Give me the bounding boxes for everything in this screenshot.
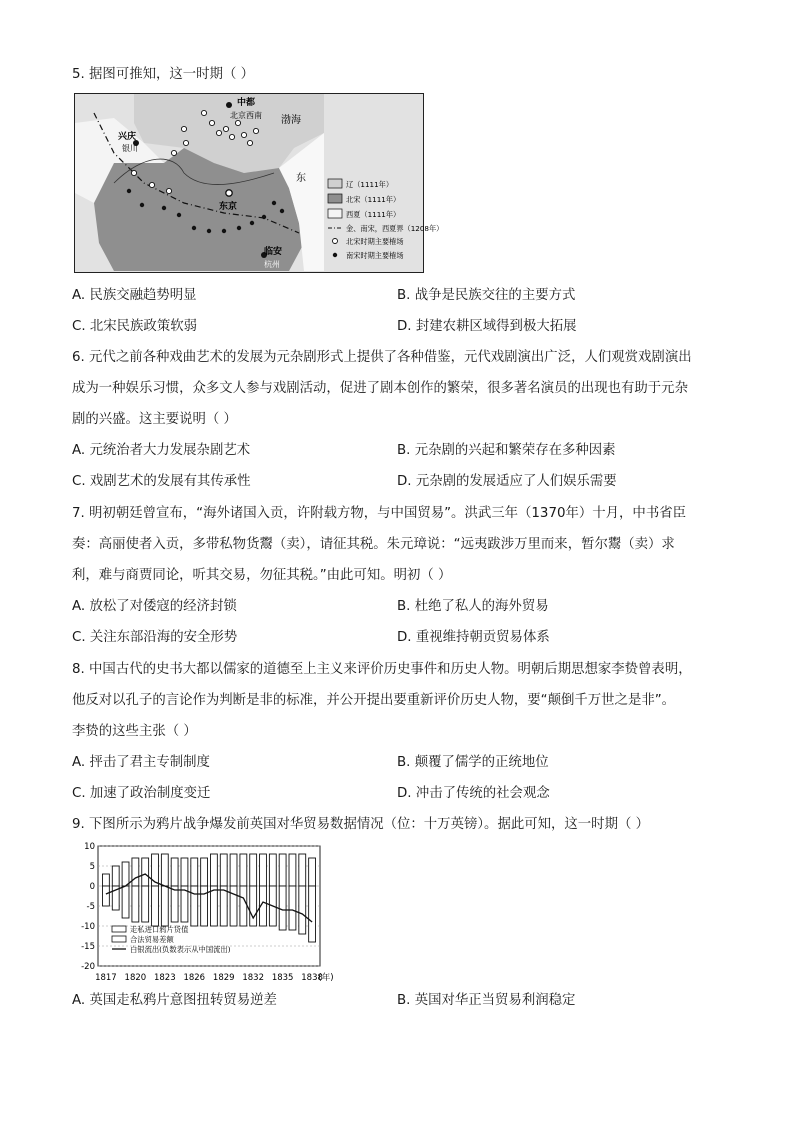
bar-opium [112, 866, 119, 886]
bar-opium [269, 854, 276, 886]
q8-stem-line-1: 8. 中国古代的史书大都以儒家的道德至上主义来评价历史事件和历史人物。明朝后期思想家李贽曾表明， [72, 662, 692, 677]
bar-opium [230, 854, 237, 886]
y-tick-label: -5 [86, 902, 95, 912]
bar-legal-trade [132, 886, 139, 922]
q7-stem-line-2: 奏：高丽使者入贡，多带私物货鬻（卖），请征其税。朱元璋说：“远夷跋涉万里而来，暂尔鬻（卖）求 [72, 537, 675, 552]
bar-opium [102, 874, 109, 886]
q9-option-a[interactable]: A. 英国走私鸦片意图扭转贸易逆差 [72, 993, 277, 1008]
x-tick-label: 1832 [242, 973, 265, 983]
dongjing-marker [226, 190, 232, 196]
q6-option-b[interactable]: B. 元杂剧的兴起和繁荣存在多种因素 [397, 443, 616, 458]
legend-label-silver: 白银流出(负数表示从中国流出) [130, 945, 231, 954]
q6-stem-line-1: 6. 元代之前各种戏曲艺术的发展为元杂剧形式上提供了各种借鉴，元代戏剧演出广泛，人们观赏戏剧演出 [72, 350, 692, 365]
bar-opium [250, 854, 257, 886]
bar-opium [181, 858, 188, 886]
song-liao-xixia-map [74, 93, 444, 273]
q7-stem-line-1: 7. 明初朝廷曾宣布，“海外诸国入贡，许附载方物，与中国贸易”。洪武三年（1370年）十月，中书省臣 [72, 506, 686, 521]
q6-stem-line-3: 剧的兴盛。这主要说明（ ） [72, 412, 237, 427]
map-legend-label: 北宋时期主要榷场 [346, 237, 404, 246]
trade-chart [74, 842, 334, 984]
label-yinchuan: 银川 [122, 144, 138, 153]
bar-opium [171, 858, 178, 886]
legend-swatch-liao [328, 179, 342, 188]
bar-legal-trade [230, 886, 237, 926]
label-dong: 东 [296, 173, 306, 184]
map-legend-label: 北宋（1111年） [346, 195, 401, 204]
y-tick-label: -10 [81, 922, 95, 932]
label-hangzhou: 杭州 [264, 260, 280, 269]
q6-stem-line-2: 成为一种娱乐习惯，众多文人参与戏剧活动，促进了剧本创作的繁荣，很多著名演员的出现也有助于元杂 [72, 381, 688, 396]
q5-option-a[interactable]: A. 民族交融趋势明显 [72, 288, 197, 303]
zhongdu-marker [226, 102, 232, 108]
q6-option-a[interactable]: A. 元统治者大力发展杂剧艺术 [72, 443, 251, 458]
bar-opium [279, 854, 286, 886]
x-tick-label: 1817 [95, 973, 117, 983]
legend-swatch-song [328, 194, 342, 203]
bar-legal-trade [289, 886, 296, 930]
legend-label-legal: 合法贸易差额 [130, 935, 174, 944]
q5-option-b[interactable]: B. 战争是民族交往的主要方式 [397, 288, 576, 303]
x-tick-label: 1826 [183, 973, 206, 983]
bar-opium [191, 858, 198, 886]
bar-opium [289, 854, 296, 886]
bar-legal-trade [210, 886, 217, 926]
bar-legal-trade [191, 886, 198, 926]
q6-option-d[interactable]: D. 元杂剧的发展适应了人们娱乐需要 [397, 474, 617, 489]
bar-legal-trade [220, 886, 227, 926]
bar-legal-trade [250, 886, 257, 926]
q5-option-c[interactable]: C. 北宋民族政策软弱 [72, 319, 197, 334]
bar-legal-trade [240, 886, 247, 926]
q8-stem-line-3: 李贽的这些主张（ ） [72, 724, 197, 739]
bar-legal-trade [201, 886, 208, 926]
bar-opium [201, 858, 208, 886]
q7-option-c[interactable]: C. 关注东部沿海的安全形势 [72, 630, 238, 645]
bar-legal-trade [142, 886, 149, 922]
x-tick-label: 1820 [124, 973, 147, 983]
bar-opium [220, 854, 227, 886]
bar-legal-trade [299, 886, 306, 934]
x-tick-label: 1835 [271, 973, 294, 983]
y-tick-label: 0 [89, 882, 95, 892]
y-tick-label: 10 [84, 842, 95, 852]
bar-opium [142, 858, 149, 886]
label-dongjing: 东京 [219, 202, 238, 212]
bar-legal-trade [171, 886, 178, 922]
q9-option-b[interactable]: B. 英国对华正当贸易利润稳定 [397, 993, 576, 1008]
x-axis-label: (年) [318, 973, 334, 983]
q5-stem: 5. 据图可推知，这一时期（ ） [72, 67, 254, 82]
q7-stem-line-3: 利，难与商贾同论，听其交易，勿征其税。”由此可知。明初（ ） [72, 568, 452, 583]
q7-option-b[interactable]: B. 杜绝了私人的海外贸易 [397, 599, 549, 614]
x-tick-label: 1838 [301, 973, 323, 983]
x-tick-label: 1823 [153, 973, 176, 983]
legend-swatch-legal [112, 936, 126, 942]
q9-stem: 9. 下图所示为鸦片战争爆发前英国对华贸易数据情况（位：十万英镑）。据此可知，这一时期（ ） [72, 817, 649, 832]
bar-opium [260, 854, 267, 886]
bar-legal-trade [279, 886, 286, 930]
label-bohai: 渤海 [281, 115, 301, 126]
q5-option-d[interactable]: D. 封建农耕区域得到极大拓展 [397, 319, 577, 334]
legend-swatch-xixia [328, 209, 342, 218]
map-legend-label: 辽（1111年） [346, 180, 394, 189]
bar-opium [299, 854, 306, 886]
bar-opium [122, 862, 129, 886]
y-tick-label: -15 [81, 942, 95, 952]
label-lin-an: 临安 [264, 247, 283, 257]
bar-opium [309, 858, 316, 886]
bar-opium [161, 854, 168, 886]
q8-option-b[interactable]: B. 颠覆了儒学的正统地位 [397, 755, 549, 770]
legend-label-opium: 走私进口鸦片货值 [130, 925, 189, 934]
label-xingqing: 兴庆 [118, 132, 137, 142]
q8-option-d[interactable]: D. 冲击了传统的社会观念 [397, 786, 550, 801]
bar-legal-trade [161, 886, 168, 926]
bar-legal-trade [102, 886, 109, 906]
map-legend-label: 西夏（1111年） [346, 210, 401, 219]
bar-legal-trade [309, 886, 316, 942]
legend-swatch-opium [112, 926, 126, 932]
bar-legal-trade [122, 886, 129, 918]
y-tick-label: 5 [89, 862, 95, 872]
label-beijing-xinan: 北京西南 [230, 111, 262, 120]
bar-legal-trade [152, 886, 159, 926]
y-tick-label: -20 [81, 962, 95, 972]
q8-option-a[interactable]: A. 抨击了君主专制制度 [72, 755, 210, 770]
bar-opium [132, 858, 139, 886]
bar-opium [240, 854, 247, 886]
q7-option-d[interactable]: D. 重视维持朝贡贸易体系 [397, 630, 550, 645]
legend-swatch-ss-market [333, 253, 337, 257]
q6-option-c[interactable]: C. 戏剧艺术的发展有其传承性 [72, 474, 251, 489]
x-tick-label: 1829 [212, 973, 235, 983]
label-zhongdu: 中都 [237, 98, 256, 108]
map-legend-label: 金、南宋，西夏界（1208年） [346, 224, 444, 233]
q8-option-c[interactable]: C. 加速了政治制度变迁 [72, 786, 211, 801]
q8-stem-line-2: 他反对以孔子的言论作为判断是非的标准，并公开提出要重新评价历史人物，要“颠倒千万世之是非”。 [72, 693, 676, 708]
bar-opium [210, 854, 217, 886]
q7-option-a[interactable]: A. 放松了对倭寇的经济封锁 [72, 599, 237, 614]
legend-swatch-ns-market [333, 239, 338, 244]
map-legend-label: 南宋时期主要榷场 [346, 251, 404, 260]
